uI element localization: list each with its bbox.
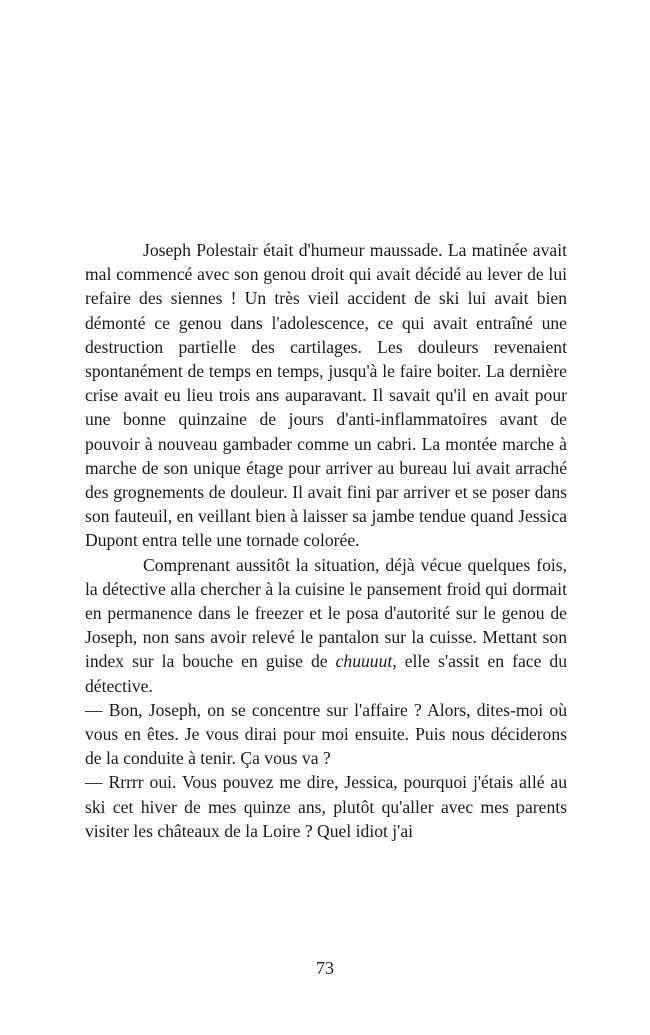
dialogue-line-1 <box>85 698 567 771</box>
page-number: 73 <box>316 958 334 978</box>
dialogue-line-2 <box>85 770 567 843</box>
paragraph-1 <box>85 238 567 553</box>
body-text <box>85 238 567 843</box>
paragraph-text: Comprenant aussitôt la situation, déjà vécue quelques fois, la détective alla chercher à la cuisine le pansement froid qui dormait en permanence dans le freezer et le posa d'autorité sur le genou de Joseph, non sans avoir relevé le pantalon sur la cuisse. Mettant son index sur la bouche en guise de <box>85 554 567 672</box>
paragraph-text: Joseph Polestair était d'humeur maussade. La matinée avait mal commencé avec son genou droit qui avait décidé au lever de lui refaire des siennes ! Un très vieil accident de ski lui avait bien démonté ce genou dans l'adolescence, ce qui avait entraîné une destruction partielle des cartilages. Les douleurs revenaient spontanément de temps en temps, jusqu'à le faire boiter. La dernière crise avait eu lieu trois ans auparavant. Il savait qu'il en avait pour une bonne quinzaine de jours d'anti-inflammatoires avant de pouvoir à nouveau gambader comme un cabri. La montée marche à marche de son unique étage pour arriver au bureau lui avait arraché des grognements de douleur. Il avait fini par arriver et se poser dans son fauteuil, en veillant bien à laisser sa jambe tendue quand Jessica Dupont entra telle une tornade colorée. <box>85 240 567 551</box>
paragraph-text: elle s'assit en face du détective. <box>85 651 567 696</box>
dialogue-text: — Rrrrr oui. Vous pouvez me dire, Jessica, pourquoi j'étais allé au ski cet hiver de mes quinze ans, plutôt qu'aller avec mes parents visiter les châteaux de la Loire ? Quel idiot j'ai <box>85 772 567 841</box>
italic-word: chuuuut, <box>335 651 397 672</box>
paragraph-2 <box>85 553 567 698</box>
dialogue-text: — Bon, Joseph, on se concentre sur l'affaire ? Alors, dites-moi où vous en êtes. Je vous dirai pour moi ensuite. Puis nous déciderons de la conduite à tenir. Ça vous va ? <box>85 699 567 769</box>
